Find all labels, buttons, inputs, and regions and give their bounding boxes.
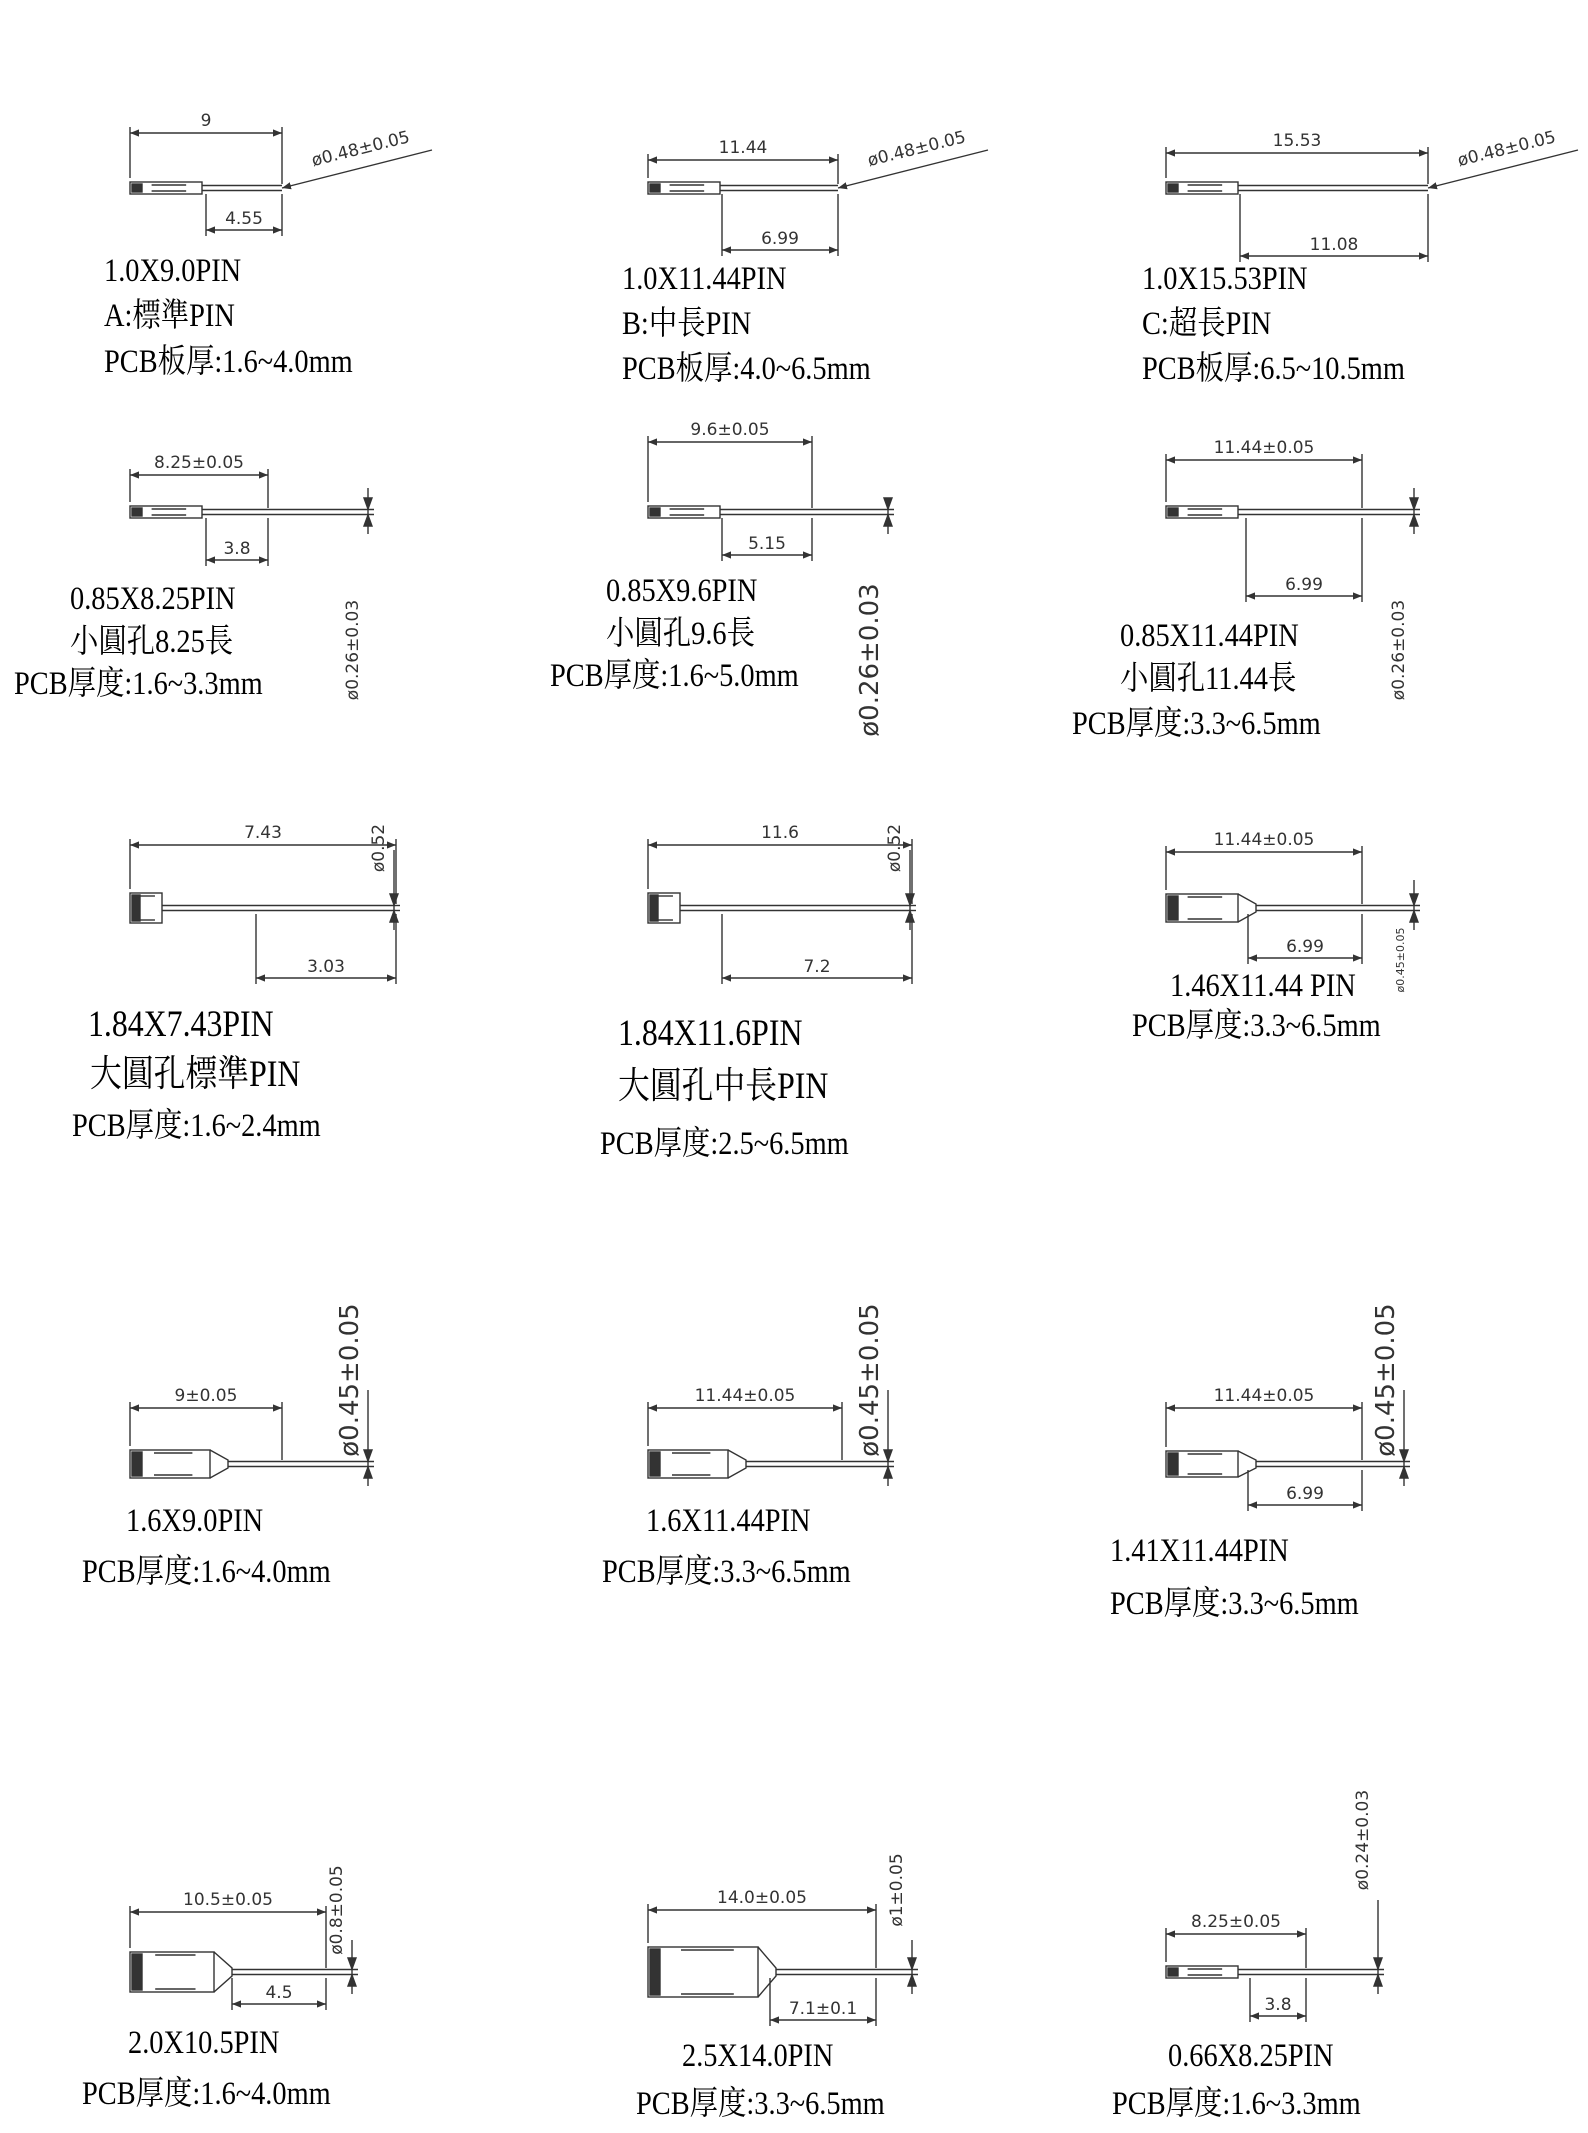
pin-11-pcb-thickness: PCB厚度:3.3~6.5mm: [602, 1554, 851, 1590]
pin-5-cap: [650, 508, 660, 516]
pin-11-title: 1.6X11.44PIN: [646, 1503, 811, 1539]
pin-15-front-label: 3.8: [1264, 1995, 1292, 2015]
pin-2-pcb-thickness: PCB板厚:4.0~6.5mm: [622, 351, 871, 387]
pin-1-cap: [132, 184, 142, 192]
pin-7-pcb-thickness: PCB厚度:1.6~2.4mm: [72, 1108, 321, 1144]
pin-15-title: 0.66X8.25PIN: [1168, 2038, 1334, 2074]
pin-4-title: 0.85X8.25PIN: [70, 581, 236, 617]
pin-7-total-label: 7.43: [244, 823, 282, 843]
pin-4-dia-arrow-bottom: [364, 515, 372, 526]
pin-8-dia-arrow-top: [906, 894, 914, 905]
pin-8-subtitle: 大圓孔中長PIN: [618, 1066, 829, 1107]
pin-6-dia-arrow-bottom: [1410, 515, 1418, 526]
pin-9-pcb-thickness: PCB厚度:3.3~6.5mm: [1132, 1008, 1381, 1044]
pin-10-taper: [210, 1450, 228, 1478]
pin-3-dia-label: ø0.48±0.05: [1455, 127, 1558, 171]
pin-8-title: 1.84X11.6PIN: [618, 1013, 803, 1054]
pin-13-cap: [132, 1954, 142, 1990]
pin-7-cap: [132, 895, 140, 921]
pin-14-taper: [758, 1947, 776, 1997]
pin-4-subtitle: 小圓孔8.25長: [70, 624, 234, 660]
pin-6-pcb-thickness: PCB厚度:3.3~6.5mm: [1072, 706, 1321, 742]
pin-6-total-label: 11.44±0.05: [1213, 438, 1315, 458]
pin-8-pcb-thickness: PCB厚度:2.5~6.5mm: [600, 1126, 849, 1162]
pin-6-subtitle: 小圓孔11.44長: [1120, 661, 1297, 697]
pin-5-title: 0.85X9.6PIN: [606, 573, 758, 609]
pin-12-front-label: 6.99: [1286, 1484, 1324, 1504]
pin-11-cap: [650, 1452, 660, 1476]
pin-drawing-layer: [130, 111, 1578, 2026]
pin-4-front-label: 3.8: [223, 539, 251, 559]
pin-9-dia-arrow-bottom: [1410, 911, 1418, 922]
pin-12-total-label: 11.44±0.05: [1213, 1386, 1315, 1406]
pin-3-subtitle: C:超長PIN: [1142, 306, 1272, 342]
pin-7-front-label: 3.03: [307, 957, 345, 977]
pin-14-title: 2.5X14.0PIN: [682, 2038, 834, 2074]
pin-2-front-label: 6.99: [761, 229, 799, 249]
pin-7-dia-arrow-bottom: [390, 911, 398, 922]
pin-10-cap: [132, 1452, 142, 1476]
pin-14-front-label: 7.1±0.1: [788, 1999, 858, 2019]
pin-5-dia-arrow-bottom: [884, 515, 892, 526]
pin-1-pcb-thickness: PCB板厚:1.6~4.0mm: [104, 344, 353, 380]
pin-7-subtitle: 大圓孔標準PIN: [90, 1054, 301, 1095]
pin-14-total-label: 14.0±0.05: [717, 1888, 807, 1908]
pin-15-dia-label: ø0.24±0.03: [1353, 1789, 1373, 1891]
pin-12-pcb-thickness: PCB厚度:3.3~6.5mm: [1110, 1586, 1359, 1622]
pin-8-cap: [650, 895, 658, 921]
pin-11-dia-label: ø0.45±0.05: [855, 1303, 885, 1457]
pin-14-pcb-thickness: PCB厚度:3.3~6.5mm: [636, 2086, 885, 2122]
pin-9-cap: [1168, 896, 1178, 920]
pin-11-taper: [728, 1450, 746, 1478]
pin-9-taper: [1238, 894, 1256, 922]
pin-15-cap: [1168, 1968, 1178, 1976]
pin-5-dia-arrow-top: [884, 498, 892, 509]
pin-1-dia-label: ø0.48±0.05: [309, 127, 412, 171]
pin-6-title: 0.85X11.44PIN: [1120, 618, 1299, 654]
pin-11-dia-arrow-bottom: [884, 1467, 892, 1478]
pin-13-dia-label: ø0.8±0.05: [327, 1865, 347, 1955]
pin-4-dia-label: ø0.26±0.03: [343, 599, 363, 701]
pin-1-front-label: 4.55: [225, 209, 263, 229]
pin-9-total-label: 11.44±0.05: [1213, 830, 1315, 850]
pin-10-pcb-thickness: PCB厚度:1.6~4.0mm: [82, 1554, 331, 1590]
pin-15-total-label: 8.25±0.05: [1191, 1912, 1281, 1932]
pin-13-front-label: 4.5: [265, 1983, 293, 2003]
pin-10-total-label: 9±0.05: [174, 1386, 238, 1406]
pin-5-front-label: 5.15: [748, 534, 786, 554]
pin-9-title: 1.46X11.44 PIN: [1170, 968, 1356, 1004]
pin-2-total-label: 11.44: [718, 138, 768, 158]
pin-12-title: 1.41X11.44PIN: [1110, 1533, 1289, 1569]
pin-5-pcb-thickness: PCB厚度:1.6~5.0mm: [550, 658, 799, 694]
pin-14-cap: [650, 1949, 660, 1995]
pin-15-dia-arrow-top: [1374, 1958, 1382, 1969]
pin-12-cap: [1168, 1453, 1178, 1475]
pin-10-dia-arrow-bottom: [364, 1467, 372, 1478]
pin-11-total-label: 11.44±0.05: [694, 1386, 796, 1406]
pin-13-pcb-thickness: PCB厚度:1.6~4.0mm: [82, 2076, 331, 2112]
pin-10-dia-label: ø0.45±0.05: [335, 1303, 365, 1457]
pin-13-title: 2.0X10.5PIN: [128, 2025, 280, 2061]
pin-6-dia-label: ø0.26±0.03: [1389, 599, 1409, 701]
pin-8-dia-arrow-bottom: [906, 911, 914, 922]
pin-7-dia-label: ø0.52: [369, 823, 389, 873]
pin-11-dia-arrow-top: [884, 1450, 892, 1461]
pin-14-dia-arrow-bottom: [908, 1975, 916, 1986]
pin-3-title: 1.0X15.53PIN: [1142, 261, 1308, 297]
pin-8-front-label: 7.2: [803, 957, 831, 977]
pin-1-title: 1.0X9.0PIN: [104, 253, 242, 289]
pin-8-total-label: 11.6: [761, 823, 799, 843]
pin-13-total-label: 10.5±0.05: [183, 1890, 273, 1910]
pin-14-dia-label: ø1±0.05: [887, 1853, 907, 1927]
pin-5-dia-label: ø0.26±0.03: [855, 583, 885, 737]
pin-13-dia-arrow-bottom: [348, 1975, 356, 1986]
pin-7-dia-arrow-top: [390, 894, 398, 905]
pin-5-total-label: 9.6±0.05: [690, 420, 770, 440]
pin-10-dia-arrow-top: [364, 1450, 372, 1461]
pin-1-subtitle: A:標準PIN: [104, 298, 235, 334]
pin-8-dia-label: ø0.52: [885, 823, 905, 873]
pin-10-title: 1.6X9.0PIN: [126, 1503, 264, 1539]
pin-12-taper: [1238, 1451, 1256, 1477]
pin-13-dia-arrow-top: [348, 1958, 356, 1969]
pin-12-dia-arrow-bottom: [1400, 1467, 1408, 1478]
pin-12-dia-label: ø0.45±0.05: [1371, 1303, 1401, 1457]
pin-6-front-label: 6.99: [1285, 575, 1323, 595]
pin-4-pcb-thickness: PCB厚度:1.6~3.3mm: [14, 666, 263, 702]
pin-7-title: 1.84X7.43PIN: [88, 1004, 274, 1045]
pin-6-cap: [1168, 508, 1178, 516]
pin-5-subtitle: 小圓孔9.6長: [606, 616, 755, 652]
pin-9-front-label: 6.99: [1286, 937, 1324, 957]
pin-9-dia-arrow-top: [1410, 894, 1418, 905]
pin-2-title: 1.0X11.44PIN: [622, 261, 787, 297]
pin-2-cap: [650, 184, 660, 192]
pin-4-total-label: 8.25±0.05: [154, 453, 244, 473]
pin-14-body: [648, 1947, 758, 1997]
pin-1-total-label: 9: [200, 111, 212, 131]
pin-15-pcb-thickness: PCB厚度:1.6~3.3mm: [1112, 2086, 1361, 2122]
pin-2-subtitle: B:中長PIN: [622, 306, 752, 342]
pin-9-dia-label: ø0.45±0.05: [1394, 927, 1407, 993]
pin-12-dia-arrow-top: [1400, 1450, 1408, 1461]
pin-6-dia-arrow-top: [1410, 498, 1418, 509]
pin-14-dia-arrow-top: [908, 1958, 916, 1969]
pin-3-cap: [1168, 184, 1178, 192]
pin-3-total-label: 15.53: [1272, 131, 1322, 151]
pin-15-dia-arrow-bottom: [1374, 1975, 1382, 1986]
pin-2-dia-label: ø0.48±0.05: [865, 127, 968, 171]
pin-13-taper: [214, 1952, 232, 1992]
pin-4-cap: [132, 508, 142, 516]
pin-4-dia-arrow-top: [364, 498, 372, 509]
pin-3-front-label: 11.08: [1309, 235, 1359, 255]
pin-3-pcb-thickness: PCB板厚:6.5~10.5mm: [1142, 351, 1405, 387]
